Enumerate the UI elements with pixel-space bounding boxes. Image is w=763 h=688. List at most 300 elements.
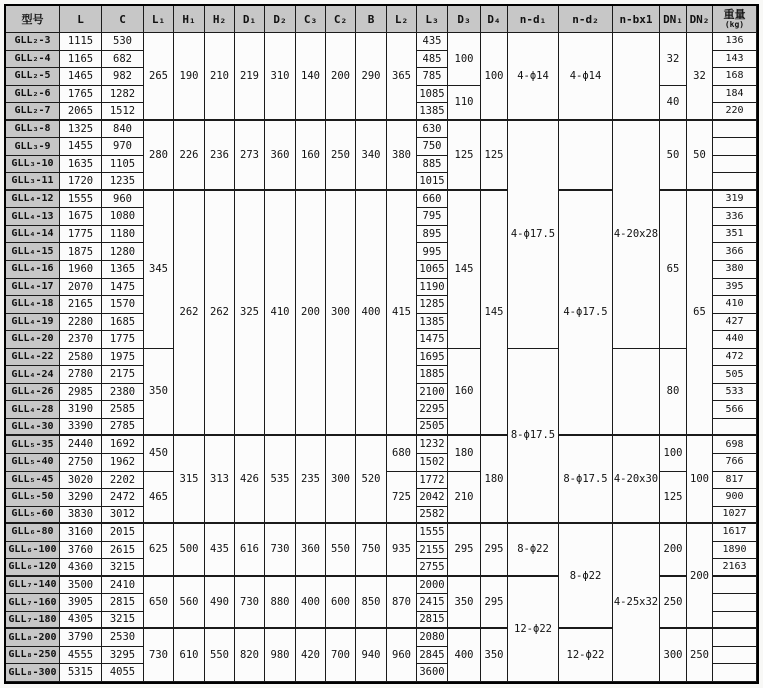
cell-DN2: 50 [687,121,713,191]
cell-C: 2380 [102,384,144,402]
cell-L: 1635 [60,156,102,174]
cell-C: 3215 [102,559,144,577]
cell-D2: 535 [265,436,296,524]
model-cell: GLL₄-12 [6,191,60,209]
cell-weight: 472 [713,349,757,367]
cell-weight: 319 [713,191,757,209]
column-header: DN₂ [687,6,713,33]
cell-weight [713,156,757,174]
column-header: 型号 [6,6,60,33]
cell-weight: 184 [713,86,757,104]
model-cell: GLL₅-35 [6,436,60,454]
cell-weight: 336 [713,208,757,226]
cell-weight: 220 [713,103,757,121]
cell-weight [713,664,757,682]
model-cell: GLL₂-4 [6,51,60,69]
cell-n-bx1 [613,349,660,437]
cell-D1: 325 [235,191,265,437]
cell-n-d2: 8-ϕ17.5 [559,436,613,524]
cell-H2: 313 [205,436,235,524]
cell-C: 1282 [102,86,144,104]
model-cell: GLL₆-120 [6,559,60,577]
cell-L3: 785 [417,68,448,86]
cell-n-d1: 8-ϕ17.5 [508,349,559,524]
cell-H1: 262 [174,191,205,437]
cell-C: 1570 [102,296,144,314]
cell-C: 2472 [102,489,144,507]
model-cell: GLL₄-18 [6,296,60,314]
cell-L: 2070 [60,279,102,297]
cell-D3: 160 [448,349,481,437]
cell-weight [713,173,757,191]
cell-D1: 616 [235,524,265,577]
cell-L2: 960 [387,629,417,682]
cell-L3: 1385 [417,314,448,332]
column-header: H₁ [174,6,205,33]
cell-weight: 427 [713,314,757,332]
cell-C2: 300 [326,191,356,437]
cell-weight: 533 [713,384,757,402]
column-header: n-d₁ [508,6,559,33]
cell-weight: 410 [713,296,757,314]
cell-L3: 485 [417,51,448,69]
cell-L3: 2845 [417,647,448,665]
cell-C: 1685 [102,314,144,332]
cell-L3: 2755 [417,559,448,577]
cell-C: 4055 [102,664,144,682]
cell-D2: 880 [265,577,296,630]
column-header: H₂ [205,6,235,33]
cell-weight: 698 [713,436,757,454]
model-cell: GLL₄-28 [6,401,60,419]
cell-weight: 817 [713,472,757,490]
cell-L2: 380 [387,121,417,191]
cell-D4: 145 [481,191,508,437]
column-header: D₃ [448,6,481,33]
cell-L: 2780 [60,366,102,384]
cell-C: 970 [102,138,144,156]
model-cell: GLL₄-17 [6,279,60,297]
cell-C: 1105 [102,156,144,174]
cell-C: 1775 [102,331,144,349]
cell-DN2: 65 [687,191,713,437]
cell-DN1: 50 [660,121,687,191]
cell-L: 2750 [60,454,102,472]
cell-C: 2015 [102,524,144,542]
cell-DN1: 100 [660,436,687,471]
cell-weight: 351 [713,226,757,244]
cell-L3: 1475 [417,331,448,349]
cell-L3: 750 [417,138,448,156]
cell-weight: 900 [713,489,757,507]
column-header: B [356,6,387,33]
spec-table [4,4,759,684]
cell-H2: 550 [205,629,235,682]
cell-L3: 2100 [417,384,448,402]
cell-L: 2370 [60,331,102,349]
cell-n-d1: 4-ϕ14 [508,33,559,121]
model-cell: GLL₈-250 [6,647,60,665]
model-cell: GLL₄-24 [6,366,60,384]
cell-C2: 300 [326,436,356,524]
model-cell: GLL₄-26 [6,384,60,402]
cell-C2: 600 [326,577,356,630]
column-header: D₄ [481,6,508,33]
cell-D3: 125 [448,121,481,191]
cell-weight: 566 [713,401,757,419]
cell-L1: 350 [144,349,174,437]
cell-C: 2410 [102,577,144,595]
cell-C: 2615 [102,542,144,560]
cell-L: 3500 [60,577,102,595]
cell-B: 290 [356,33,387,121]
weight-header-label: 重量 [723,8,746,21]
cell-weight: 505 [713,366,757,384]
cell-L2: 725 [387,472,417,525]
cell-DN1: 125 [660,472,687,525]
cell-L3: 630 [417,121,448,139]
cell-DN1: 32 [660,33,687,86]
cell-C2: 550 [326,524,356,577]
cell-L: 4305 [60,612,102,630]
cell-D3: 350 [448,577,481,630]
cell-L3: 1772 [417,472,448,490]
cell-L: 1555 [60,191,102,209]
cell-L3: 660 [417,191,448,209]
cell-weight: 168 [713,68,757,86]
cell-B: 340 [356,121,387,191]
cell-D2: 310 [265,33,296,121]
cell-H1: 315 [174,436,205,524]
cell-DN1: 65 [660,191,687,349]
model-cell: GLL₃-10 [6,156,60,174]
cell-H1: 500 [174,524,205,577]
cell-weight [713,121,757,139]
cell-C2: 700 [326,629,356,682]
cell-C: 530 [102,33,144,51]
column-header: C₂ [326,6,356,33]
cell-L: 1325 [60,121,102,139]
cell-L: 2280 [60,314,102,332]
weight-header-unit: (kg) [724,20,745,29]
cell-L3: 1065 [417,261,448,279]
cell-C: 960 [102,191,144,209]
cell-C: 2585 [102,401,144,419]
cell-L: 3760 [60,542,102,560]
cell-D4: 350 [481,629,508,682]
cell-D4: 295 [481,524,508,577]
model-cell: GLL₇-160 [6,594,60,612]
cell-L1: 730 [144,629,174,682]
cell-C: 982 [102,68,144,86]
cell-C: 682 [102,51,144,69]
model-cell: GLL₂-7 [6,103,60,121]
cell-DN2: 32 [687,33,713,121]
cell-C: 3215 [102,612,144,630]
cell-weight [713,138,757,156]
cell-C: 1180 [102,226,144,244]
model-cell: GLL₃-8 [6,121,60,139]
cell-L: 3160 [60,524,102,542]
column-header: D₂ [265,6,296,33]
cell-n-d2 [559,121,613,191]
cell-L: 1465 [60,68,102,86]
cell-L: 2065 [60,103,102,121]
cell-H1: 226 [174,121,205,191]
cell-H2: 490 [205,577,235,630]
cell-L3: 2080 [417,629,448,647]
model-cell: GLL₄-16 [6,261,60,279]
column-header: C₃ [296,6,326,33]
cell-n-d1: 4-ϕ17.5 [508,121,559,349]
cell-C: 3012 [102,507,144,525]
model-cell: GLL₇-140 [6,577,60,595]
cell-weight: 366 [713,243,757,261]
cell-n-d2: 4-ϕ14 [559,33,613,121]
cell-n-d2: 4-ϕ17.5 [559,191,613,437]
cell-weight: 440 [713,331,757,349]
cell-n-bx1: 4-25x32 [613,524,660,682]
cell-C: 1512 [102,103,144,121]
cell-L3: 2155 [417,542,448,560]
cell-L3: 435 [417,33,448,51]
cell-DN1: 300 [660,629,687,682]
cell-D1: 730 [235,577,265,630]
cell-D3: 295 [448,524,481,577]
column-header: n-d₂ [559,6,613,33]
cell-D1: 820 [235,629,265,682]
model-cell: GLL₃-11 [6,173,60,191]
cell-weight [713,647,757,665]
cell-C: 2530 [102,629,144,647]
cell-C: 1692 [102,436,144,454]
cell-L3: 885 [417,156,448,174]
cell-n-bx1: 4-20x30 [613,436,660,524]
cell-L: 2985 [60,384,102,402]
cell-n-d1: 12-ϕ22 [508,577,559,682]
cell-H1: 560 [174,577,205,630]
cell-L3: 1385 [417,103,448,121]
cell-C: 2785 [102,419,144,437]
cell-n-bx1 [613,33,660,121]
cell-B: 850 [356,577,387,630]
cell-D3: 145 [448,191,481,349]
model-cell: GLL₆-100 [6,542,60,560]
column-header: DN₁ [660,6,687,33]
cell-D4: 180 [481,436,508,524]
cell-L1: 450 [144,436,174,471]
cell-D2: 410 [265,191,296,437]
cell-L1: 265 [144,33,174,121]
cell-C3: 235 [296,436,326,524]
cell-DN1: 200 [660,524,687,577]
cell-C: 2815 [102,594,144,612]
cell-H1: 610 [174,629,205,682]
column-header: L₂ [387,6,417,33]
column-header: n-bx1 [613,6,660,33]
cell-L3: 2295 [417,401,448,419]
cell-D3: 180 [448,436,481,471]
cell-L: 2165 [60,296,102,314]
model-cell: GLL₂-6 [6,86,60,104]
cell-L3: 1190 [417,279,448,297]
cell-C3: 420 [296,629,326,682]
cell-D3: 210 [448,472,481,525]
cell-D2: 730 [265,524,296,577]
cell-L3: 1502 [417,454,448,472]
cell-D1: 219 [235,33,265,121]
cell-C: 1080 [102,208,144,226]
cell-weight [713,612,757,630]
cell-L: 3905 [60,594,102,612]
cell-L: 1165 [60,51,102,69]
cell-L: 3390 [60,419,102,437]
cell-L3: 1085 [417,86,448,104]
cell-C3: 140 [296,33,326,121]
model-cell: GLL₈-200 [6,629,60,647]
model-cell: GLL₄-15 [6,243,60,261]
cell-L1: 280 [144,121,174,191]
cell-C: 1475 [102,279,144,297]
cell-L: 1875 [60,243,102,261]
cell-L: 4360 [60,559,102,577]
cell-DN2: 200 [687,524,713,629]
cell-C3: 160 [296,121,326,191]
cell-weight [713,594,757,612]
cell-DN1: 40 [660,86,687,121]
cell-weight: 766 [713,454,757,472]
cell-C: 1975 [102,349,144,367]
cell-L: 3790 [60,629,102,647]
cell-weight: 2163 [713,559,757,577]
cell-L3: 1015 [417,173,448,191]
cell-L: 3190 [60,401,102,419]
cell-C3: 360 [296,524,326,577]
cell-L: 1675 [60,208,102,226]
cell-H1: 190 [174,33,205,121]
cell-weight [713,577,757,595]
cell-L: 1720 [60,173,102,191]
cell-DN1: 250 [660,577,687,630]
cell-L2: 365 [387,33,417,121]
model-cell: GLL₅-45 [6,472,60,490]
column-header: L [60,6,102,33]
cell-L3: 1232 [417,436,448,454]
cell-L1: 465 [144,472,174,525]
column-header: D₁ [235,6,265,33]
cell-weight [713,419,757,437]
cell-n-bx1: 4-20x28 [613,121,660,349]
cell-L: 2580 [60,349,102,367]
model-cell: GLL₂-5 [6,68,60,86]
cell-weight: 395 [713,279,757,297]
cell-L3: 1885 [417,366,448,384]
cell-weight: 136 [713,33,757,51]
column-header: L₁ [144,6,174,33]
cell-L3: 995 [417,243,448,261]
cell-C: 1962 [102,454,144,472]
model-cell: GLL₂-3 [6,33,60,51]
cell-n-d2: 12-ϕ22 [559,629,613,682]
cell-L3: 3600 [417,664,448,682]
cell-L2: 870 [387,577,417,630]
cell-D4: 100 [481,33,508,121]
cell-L3: 2505 [417,419,448,437]
cell-H2: 262 [205,191,235,437]
model-cell: GLL₄-20 [6,331,60,349]
model-cell: GLL₄-19 [6,314,60,332]
cell-L1: 345 [144,191,174,349]
cell-weight: 143 [713,51,757,69]
model-cell: GLL₄-14 [6,226,60,244]
cell-DN2: 100 [687,436,713,524]
cell-L2: 935 [387,524,417,577]
cell-D3: 110 [448,86,481,121]
model-cell: GLL₅-60 [6,507,60,525]
cell-D2: 980 [265,629,296,682]
cell-D3: 400 [448,629,481,682]
cell-C3: 400 [296,577,326,630]
cell-D4: 125 [481,121,508,191]
cell-DN1: 80 [660,349,687,437]
model-cell: GLL₄-30 [6,419,60,437]
cell-weight: 1027 [713,507,757,525]
cell-D1: 273 [235,121,265,191]
cell-L1: 650 [144,577,174,630]
model-cell: GLL₇-180 [6,612,60,630]
cell-L: 1455 [60,138,102,156]
cell-B: 750 [356,524,387,577]
model-cell: GLL₅-50 [6,489,60,507]
cell-n-d2: 8-ϕ22 [559,524,613,629]
cell-B: 940 [356,629,387,682]
cell-L3: 895 [417,226,448,244]
cell-L: 4555 [60,647,102,665]
model-cell: GLL₅-40 [6,454,60,472]
cell-D3: 100 [448,33,481,86]
cell-L: 3830 [60,507,102,525]
column-header-weight [713,6,757,33]
cell-L3: 1695 [417,349,448,367]
cell-weight: 1617 [713,524,757,542]
cell-L1: 625 [144,524,174,577]
cell-L: 5315 [60,664,102,682]
model-cell: GLL₄-13 [6,208,60,226]
cell-L: 1960 [60,261,102,279]
model-cell: GLL₈-300 [6,664,60,682]
cell-L: 3020 [60,472,102,490]
cell-H2: 210 [205,33,235,121]
cell-L: 1765 [60,86,102,104]
cell-C3: 200 [296,191,326,437]
cell-C: 3295 [102,647,144,665]
cell-L: 3290 [60,489,102,507]
cell-C2: 250 [326,121,356,191]
cell-B: 520 [356,436,387,524]
cell-H2: 236 [205,121,235,191]
cell-H2: 435 [205,524,235,577]
cell-L2: 415 [387,191,417,437]
cell-L: 2440 [60,436,102,454]
cell-weight: 1890 [713,542,757,560]
cell-DN2: 250 [687,629,713,682]
cell-L3: 2000 [417,577,448,595]
model-cell: GLL₃-9 [6,138,60,156]
cell-L: 1115 [60,33,102,51]
column-header: C [102,6,144,33]
cell-L2: 680 [387,436,417,471]
column-header: L₃ [417,6,448,33]
